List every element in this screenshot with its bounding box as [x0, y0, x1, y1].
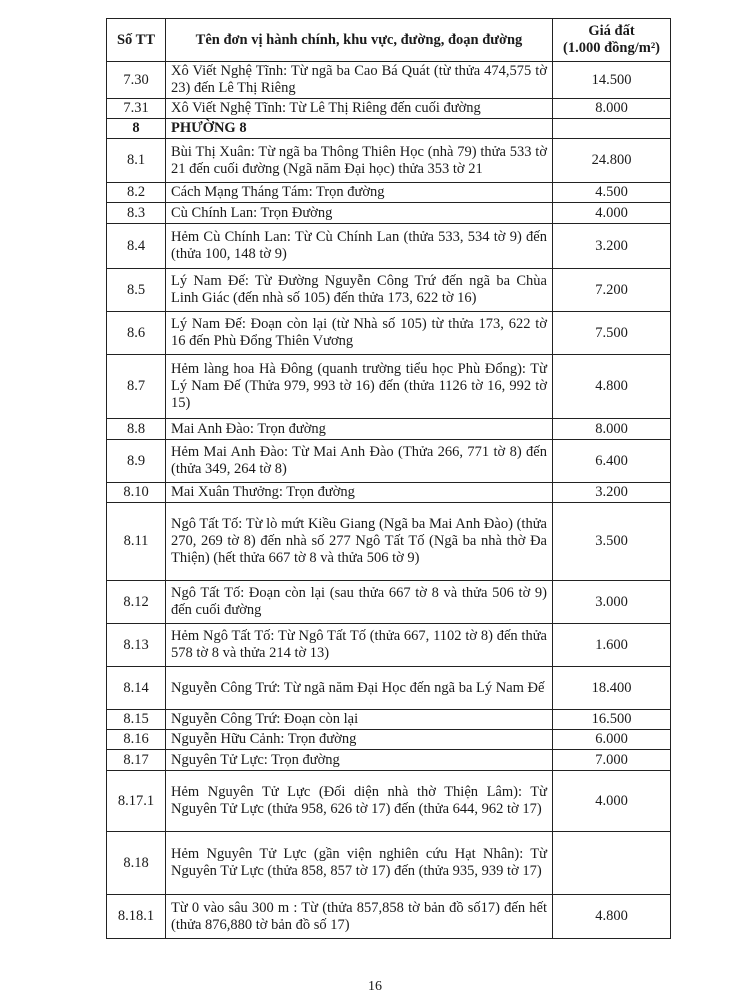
row-serial-number: 8.12 — [107, 581, 166, 624]
table-row — [107, 710, 671, 730]
row-land-price: 8.000 — [553, 99, 671, 119]
row-street-description: Lý Nam Đế: Từ Đường Nguyễn Công Trứ đến ngã ba Chùa Linh Giác (đến nhà số 105) đến thửa 173, 622 tờ 16) — [166, 269, 553, 312]
row-serial-number: 8.6 — [107, 312, 166, 355]
row-street-description: Cách Mạng Tháng Tám: Trọn đường — [166, 183, 553, 203]
row-serial-number: 8.4 — [107, 224, 166, 269]
page-number: 16 — [368, 979, 382, 994]
table-row — [107, 440, 671, 483]
row-street-description: Hẻm Mai Anh Đào: Từ Mai Anh Đào (Thửa 266, 771 tờ 8) đến (thửa 349, 264 tờ 8) — [166, 440, 553, 483]
row-serial-number: 8.17 — [107, 750, 166, 771]
row-serial-number: 8.1 — [107, 139, 166, 183]
row-land-price: 24.800 — [553, 139, 671, 183]
row-street-description: Cù Chính Lan: Trọn Đường — [166, 203, 553, 224]
row-street-description: Lý Nam Đế: Đoạn còn lại (từ Nhà số 105) từ thửa 173, 622 tờ 16 đến Phù Đổng Thiên Vương — [166, 312, 553, 355]
row-serial-number: 8.5 — [107, 269, 166, 312]
row-street-description: Bùi Thị Xuân: Từ ngã ba Thông Thiên Học (nhà 79) thửa 533 tờ 21 đến cuối đường (Ngã năm Đại học) thửa 353 tờ 21 — [166, 139, 553, 183]
table-section-row — [107, 119, 671, 139]
table-row — [107, 224, 671, 269]
row-street-description: Hẻm Cù Chính Lan: Từ Cù Chính Lan (thửa 533, 534 tờ 9) đến (thửa 100, 148 tờ 9) — [166, 224, 553, 269]
row-serial-number: 8.17.1 — [107, 771, 166, 832]
row-street-description: PHƯỜNG 8 — [166, 119, 553, 139]
row-serial-number: 8.3 — [107, 203, 166, 224]
row-street-description: Ngô Tất Tố: Từ lò mứt Kiều Giang (Ngã ba Mai Anh Đào) (thửa 270, 269 tờ 8) đến nhà số 277 Ngô Tất Tố (Ngã ba nhà thờ Đa Thiện) (hết thửa 667 tờ 8 và thửa 506 tờ 9) — [166, 503, 553, 581]
table-row — [107, 667, 671, 710]
row-land-price: 8.000 — [553, 419, 671, 440]
table-row — [107, 581, 671, 624]
row-serial-number: 8.7 — [107, 355, 166, 419]
table-row — [107, 730, 671, 750]
row-serial-number: 8.8 — [107, 419, 166, 440]
header-unit-name: Tên đơn vị hành chính, khu vực, đường, đoạn đường — [166, 19, 553, 62]
row-land-price: 3.000 — [553, 581, 671, 624]
table-row — [107, 203, 671, 224]
row-serial-number: 8.18.1 — [107, 895, 166, 939]
row-land-price: 6.400 — [553, 440, 671, 483]
row-land-price: 7.500 — [553, 312, 671, 355]
row-land-price — [553, 119, 671, 139]
row-serial-number: 7.31 — [107, 99, 166, 119]
table-row — [107, 503, 671, 581]
row-street-description: Nguyễn Hữu Cảnh: Trọn đường — [166, 730, 553, 750]
row-land-price: 7.000 — [553, 750, 671, 771]
table-row — [107, 419, 671, 440]
row-land-price: 16.500 — [553, 710, 671, 730]
table-header-row — [107, 19, 671, 62]
row-serial-number: 8.11 — [107, 503, 166, 581]
table-row — [107, 895, 671, 939]
row-land-price: 6.000 — [553, 730, 671, 750]
row-serial-number: 8 — [107, 119, 166, 139]
row-street-description: Mai Xuân Thưởng: Trọn đường — [166, 483, 553, 503]
table-row — [107, 269, 671, 312]
row-serial-number: 8.14 — [107, 667, 166, 710]
row-serial-number: 8.13 — [107, 624, 166, 667]
row-land-price: 3.200 — [553, 483, 671, 503]
row-land-price: 4.800 — [553, 355, 671, 419]
row-street-description: Ngô Tất Tố: Đoạn còn lại (sau thửa 667 tờ 8 và thửa 506 tờ 9) đến cuối đường — [166, 581, 553, 624]
row-serial-number: 8.10 — [107, 483, 166, 503]
row-land-price: 4.000 — [553, 771, 671, 832]
row-land-price: 4.500 — [553, 183, 671, 203]
table-row — [107, 624, 671, 667]
header-land-price-unit: (1.000 đồng/m²) — [563, 40, 660, 56]
row-serial-number: 8.2 — [107, 183, 166, 203]
table-row — [107, 355, 671, 419]
row-serial-number: 8.9 — [107, 440, 166, 483]
table-row — [107, 771, 671, 832]
row-serial-number: 7.30 — [107, 62, 166, 99]
header-land-price — [553, 19, 671, 62]
table-row — [107, 139, 671, 183]
header-serial-number: Số TT — [107, 19, 166, 62]
row-street-description: Mai Anh Đào: Trọn đường — [166, 419, 553, 440]
table-row — [107, 750, 671, 771]
row-land-price: 7.200 — [553, 269, 671, 312]
table-row — [107, 99, 671, 119]
row-street-description: Nguyễn Công Trứ: Từ ngã năm Đại Học đến ngã ba Lý Nam Đế — [166, 667, 553, 710]
table-row — [107, 832, 671, 895]
table-row — [107, 62, 671, 99]
header-land-price-title: Giá đất — [588, 23, 635, 39]
row-land-price: 4.800 — [553, 895, 671, 939]
row-serial-number: 8.15 — [107, 710, 166, 730]
table-row — [107, 483, 671, 503]
row-street-description: Hẻm Nguyên Tử Lực (gần viện nghiên cứu Hạt Nhân): Từ Nguyên Tử Lực (thửa 858, 857 tờ 17) đến (thửa 935, 939 tờ 17) — [166, 832, 553, 895]
row-land-price: 18.400 — [553, 667, 671, 710]
row-street-description: Hẻm Nguyên Tử Lực (Đối diện nhà thờ Thiện Lâm): Từ Nguyên Tử Lực (thửa 958, 626 tờ 17) đến (thửa 644, 962 tờ 17) — [166, 771, 553, 832]
row-serial-number: 8.16 — [107, 730, 166, 750]
row-street-description: Hẻm Ngô Tất Tố: Từ Ngô Tất Tố (thửa 667, 1102 tờ 8) đến thửa 578 tờ 8 và thửa 214 tờ 13) — [166, 624, 553, 667]
land-price-table — [106, 18, 671, 939]
row-land-price: 14.500 — [553, 62, 671, 99]
row-land-price: 3.500 — [553, 503, 671, 581]
row-street-description: Từ 0 vào sâu 300 m : Từ (thửa 857,858 tờ bản đồ số17) đến hết (thửa 876,880 tờ bản đồ số 17) — [166, 895, 553, 939]
row-street-description: Xô Viết Nghệ Tĩnh: Từ ngã ba Cao Bá Quát (từ thửa 474,575 tờ 23) đến Lê Thị Riêng — [166, 62, 553, 99]
row-land-price: 3.200 — [553, 224, 671, 269]
row-land-price: 4.000 — [553, 203, 671, 224]
row-land-price: 1.600 — [553, 624, 671, 667]
row-serial-number: 8.18 — [107, 832, 166, 895]
row-street-description: Nguyên Tử Lực: Trọn đường — [166, 750, 553, 771]
row-street-description: Xô Viết Nghệ Tĩnh: Từ Lê Thị Riêng đến cuối đường — [166, 99, 553, 119]
row-street-description: Hẻm làng hoa Hà Đông (quanh trường tiểu học Phù Đổng): Từ Lý Nam Đế (Thửa 979, 993 tờ 16) đến (thửa 1126 tờ 16, 992 tờ 15) — [166, 355, 553, 419]
table-row — [107, 312, 671, 355]
row-land-price — [553, 832, 671, 895]
table-row — [107, 183, 671, 203]
row-street-description: Nguyễn Công Trứ: Đoạn còn lại — [166, 710, 553, 730]
